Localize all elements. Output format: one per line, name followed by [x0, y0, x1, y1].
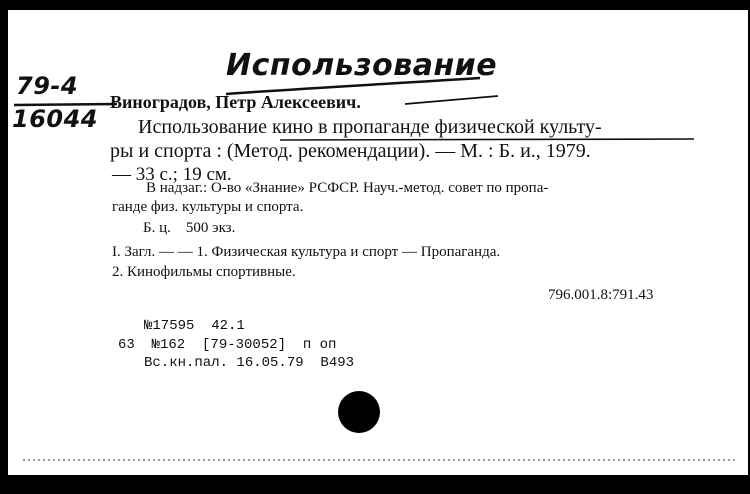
handwritten-subject-heading: Использование — [226, 48, 498, 83]
handwritten-shelf-mark-bottom: 16044 — [12, 105, 98, 133]
title-line-1: Использование кино в пропаганде физической культу- — [138, 116, 602, 138]
tracings-line-2: 2. Кинофильмы спортивные. — [112, 264, 296, 280]
author-heading: Виноградов, Петр Алексеевич. — [110, 92, 361, 112]
registration-line-3: Вс.кн.пал. 16.05.79 В493 — [144, 355, 355, 371]
title-line-2: ры и спорта : (Метод. рекомендации). — М. : Б. и., 1979. — [110, 140, 591, 162]
physical-description: — 33 с.; 19 см. — [112, 164, 232, 185]
registration-line-2: 63 №162 [79-30052] п оп — [118, 337, 337, 353]
catalog-card — [8, 10, 748, 475]
registration-line-1: №17595 42.1 — [144, 318, 245, 334]
note-line-2: ганде физ. культуры и спорта. — [112, 199, 304, 215]
card-bottom-edge — [8, 456, 748, 464]
author-underline-mark — [403, 92, 503, 108]
tracings-line-1: I. Загл. — — 1. Физическая культура и спорт — Пропаганда. — [112, 244, 501, 260]
handwritten-shelf-mark-top: 79-4 — [16, 72, 79, 100]
note-line-1: В надзаг.: О-во «Знание» РСФСР. Науч.-метод. совет по пропа- — [146, 180, 549, 196]
udc-number: 796.001.8:791.43 — [548, 287, 654, 303]
price-and-print-run: Б. ц. 500 экз. — [143, 220, 236, 236]
punched-hole — [338, 391, 380, 433]
